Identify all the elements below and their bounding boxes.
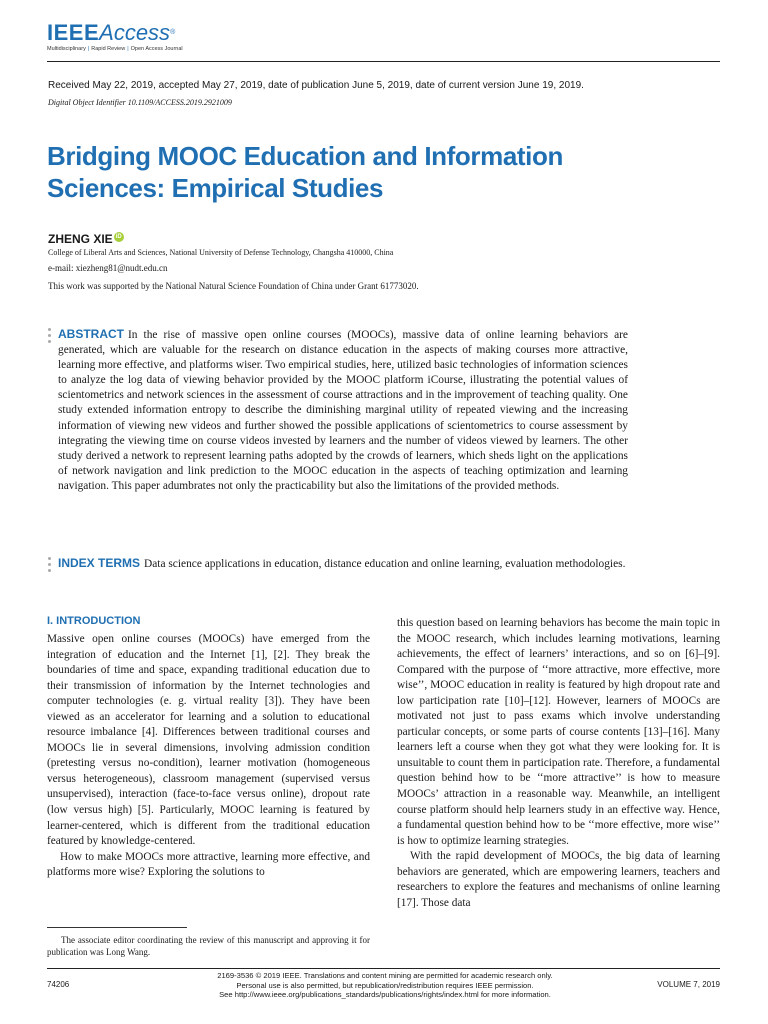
author-name: ZHENG XIE iD xyxy=(48,232,122,246)
rights-link[interactable]: See http://www.ieee.org/publications_standards/publications/rights/index.html for more information. xyxy=(219,990,551,999)
orcid-icon[interactable]: iD xyxy=(115,234,122,240)
intro-paragraph-1: Massive open online courses (MOOCs) have emerged from the integration of education and the Internet [1], [2]. They break the boundaries of time and space, expanding traditional education due to their transmission of information by the Internet technologies and computer technologies (e. g. virtual reality [3]). They have been viewed as an accelerator for learning and a solution to educational resource imbalance [4]. Differences between traditional courses and MOOCs lie in several dimensions, involving admission condition (pretesting versus no-condition), learner motivation (homogeneous versus heterogeneous), classroom management (supervised versus unsupervised), interaction (face-to-face versus online), dropout rate (low versus high) [5]. Particularly, MOOC learning is featured by learner-centered, which is different from the traditional education featured by knowledge-centered. xyxy=(47,633,370,848)
doi-line: Digital Object Identifier 10.1109/ACCESS.2019.2921009 xyxy=(48,98,232,107)
logo-access-text: Access xyxy=(99,20,171,45)
abstract-dots-icon xyxy=(48,328,52,346)
index-terms-dots-icon xyxy=(48,557,52,575)
body-column-right xyxy=(397,616,720,911)
intro-paragraph-2-continued: this question based on learning behaviors has become the main topic in the MOOC research, which includes learning motivations, learning achievements, the effect of learners’ interactions, and so on [6]–[9]. Compared with the purpose of ‘‘more attractive, more effective, more wise’’, MOOC education in reality is featured by high dropout rate and low participation rate [10]–[12]. However, learners of MOOCs are motivated not just to pass exams which involve understanding particular concepts, or some parts of course contents [13]–[16]. Many learners left a course when they got what they were looking for. It is unsuitable to count them in participation rate. Therefore, a fundamental question behind how to be ‘‘more attractive’’ is how to measure MOOCs’ attraction in a reasonable way. Meanwhile, an intelligent course platform should help learners study in an effective way. Hence, a fundamental question behind how to be ‘‘more effective, more wise’’ is how to optimize learning strategies. xyxy=(397,617,720,847)
author-affiliation: College of Liberal Arts and Sciences, National University of Defense Technology, Changsha 410000, China xyxy=(48,248,394,257)
footer-divider xyxy=(47,968,720,969)
copyright-notice: 2169-3536 © 2019 IEEE. Translations and content mining are permitted for academic research only. Personal use is also permitted, but republication/redistribution requires IEEE permission. See http://www.ieee.org/publications_standards/publications/rights/index.html for more information. xyxy=(190,971,580,1000)
abstract xyxy=(58,327,628,494)
funding-note: This work was supported by the National Natural Science Foundation of China under Grant 61773020. xyxy=(48,281,419,291)
volume-label: VOLUME 7, 2019 xyxy=(657,980,720,989)
paper-title: Bridging MOOC Education and Information Sciences: Empirical Studies xyxy=(47,141,563,203)
received-dates: Received May 22, 2019, accepted May 27, 2019, date of publication June 5, 2019, date of current version June 19, 2019. xyxy=(48,80,584,91)
intro-paragraph-3: With the rapid development of MOOCs, the big data of learning behaviors are generated, which are empowering learners, teachers and researchers to explore the features and mechanisms of online learning [17]. Those data xyxy=(397,850,720,909)
footnote-divider xyxy=(47,927,187,928)
section-heading-introduction: I. INTRODUCTION xyxy=(47,615,141,627)
intro-paragraph-2: How to make MOOCs more attractive, learning more effective, and platforms more wise? Exploring the solutions to xyxy=(47,850,370,879)
logo-tagline: Multidisciplinary | Rapid Review | Open Access Journal xyxy=(47,46,183,52)
editor-footnote: The associate editor coordinating the review of this manuscript and approving it for publication was Long Wang. xyxy=(47,935,370,957)
logo-trademark: ® xyxy=(170,29,176,36)
index-terms-heading: INDEX TERMS xyxy=(58,556,141,570)
author-email[interactable]: e-mail: xiezheng81@nudt.edu.cn xyxy=(48,263,168,273)
journal-logo xyxy=(47,22,183,52)
index-terms xyxy=(58,556,628,572)
header-divider xyxy=(47,61,720,62)
abstract-text: In the rise of massive open online courses (MOOCs), massive data of online learning behaviors are generated, which are valuable for the research on distance education in the aspects of making courses more attractive, learning more effective, and platforms wiser. Two empirical studies, here, utilized basic technologies of information sciences to analyze the log data of viewing behavior provided by the MOOC platform iCourse, illustrating the potential values of scientometrics and network sciences in the assessment of course attractions and in the improvement of teaching quality. One study extended information entropy to describe the diminishing marginal utility of repeated viewing and the increasing information of viewing new videos and further showed the possible applications of scientometrics to course assessment by integrating the viewing time on course videos invested by learners and the number of videos viewed by learners. The other study derived a network to represent learning paths adopted by the crowds of learners, which sheds light on the applications of network navigation and link prediction to the MOOC education in the aspects of teaching optimization and learning navigation. This paper adumbrates not only the practicability but also the limitations of the provided methods. xyxy=(58,329,628,492)
page-number: 74206 xyxy=(47,980,70,989)
body-column-left xyxy=(47,632,370,881)
logo-ieee-text: IEEE xyxy=(47,20,100,45)
abstract-heading: ABSTRACT xyxy=(58,327,124,341)
index-terms-text: Data science applications in education, distance education and online learning, evaluation methodologies. xyxy=(144,558,626,570)
